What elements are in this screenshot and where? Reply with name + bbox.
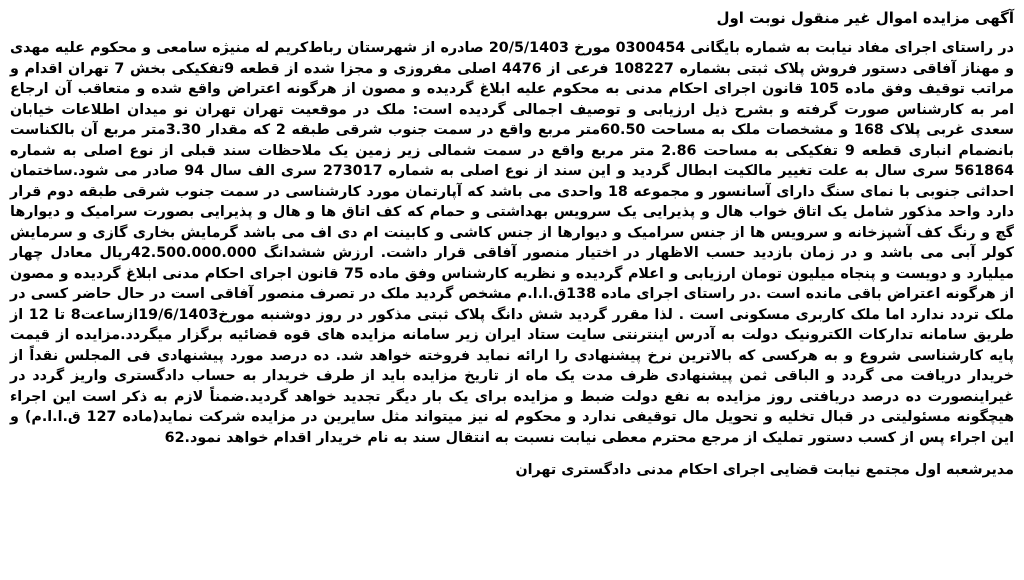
notice-signature: مدیرشعبه اول مجتمع نیابت قضایی اجرای احکام مدنی دادگستری تهران [515,462,1014,478]
notice-body: در راستای اجرای مفاد نیابت به شماره بایگانی 0300454 مورخ 20/5/1403 صادره از شهرستان رباط‌کریم له منیژه سامعی و محکوم علیه مهدی و مهناز آفاقی دستور فروش پلاک ثبتی بشماره 108227 فرعی از 4476 اصلی مفروزی و مجزا شده از قطعه 9تفکیکی بخش 7 تهران اقدام و مراتب توقیف وفق ماده 105 قانون اجرای احکام مدنی به محکوم علیه ابلاغ گردیده و مصون از هرگونه اعتراض واقع شده و متعاقب آن ارجاع امر به کارشناس صورت گرفته و بشرح ذیل ارزیابی و توصیف اجمالی گردیده است: ملک در موقعیت تهران تهران نو میدان اطلاعات خیابان سعدی غربی پلاک 168 و مشخصات ملک به مساحت 60.50متر مربع واقع در سمت جنوب شرقی طبقه 2 که مقدار 3.30متر مربع آن بالکناست بانضمام انباری قطعه 9 تفکیکی به مساحت 2.86 متر مربع واقع در سمت شمالی زیر زمین یک ملاحظات سند قبلی از نوع اصلی به شماره 561864 سری سال به علت تغییر مالکیت ابطال گردید و این سند از نوع اصلی به شماره 273017 سری الف سال 94 صادر می شود.ساختمان احداثی جنوبی با نمای سنگ دارای آسانسور و مجموعه 18 واحدی می باشد که آپارتمان مورد کارشناسی در سمت جنوب شرقی طبقه دوم قرار دارد واحد مذکور شامل یک اتاق خواب هال و پذیرایی یک سرویس بهداشتی و حمام که کف اتاق ها و هال و پذیرایی بصورت سرامیک و دیوارها گچ و رنگ کف آشپزخانه و سرویس ها از جنس سرامیک و دیوارها از جنس کاشی و کابینت ام دی اف می باشد گرمایش بخاری گازی و سرمایش کولر آبی می باشد و در زمان بازدید حسب الاظهار در اختیار منصور آفاقی قرار داشت. ارزش ششدانگ 42.500.000.000ریال معادل چهار میلیارد و دویست و پنجاه میلیون تومان ارزیابی و اعلام گردیده و نظریه کارشناس وفق ماده 75 قانون اجرای احکام مدنی ابلاغ گردیده و مصون از هرگونه اعتراض باقی مانده است .در راستای اجرای ماده 138ق.ا.ا.م مشخص گردید ملک در تصرف منصور آفاقی است در حال حاضر کسی در ملک تردد ندارد اما ملک کاربری مسکونی است . لذا مقرر گردید شش دانگ پلاک ثبتی مذکور در روز دوشنبه مورخ19/6/1403ازساعت8 تا 12 از طریق سامانه تدارکات الکترونیک دولت به آدرس اینترنتی سایت ستاد ایران زیر سامانه مزایده های قوه قضائیه برگزار میگردد.مزایده از قیمت پایه کارشناسی شروع و به هرکسی که بالاترین نرخ پیشنهادی را ارائه نماید فروخته خواهد شد. ده درصد مورد پیشنهادی فی المجلس نقداً از خریدار دریافت می گردد و الباقی ثمن پیشنهادی ظرف مدت یک ماه از تاریخ مزایده باید از طرف خریدار به حساب دادگستری واریز گردد در غیراینصورت ده درصد دریافتی روز مزایده به نفع دولت ضبط و مزایده برای یک بار دیگر تجدید خواهد گردید.ضمناً لازم به ذکر است این اجراء هیچگونه مسئولیتی در قبال تخلیه و تحویل مال توقیفی ندارد و محکوم له نیز میتواند مثل سایرین در مزایده شرکت نماید(ماده 127 ق.ا.ا.م) و این اجراء پس از کسب دستور تملیک از مرجع محترم معطی نیابت نسبت به انتقال سند به نام خریدار اقدام خواهد نمود.62 [10,40,1014,446]
notice-title: آگهی مزایده اموال غیر منقول نوبت اول [716,9,1014,27]
